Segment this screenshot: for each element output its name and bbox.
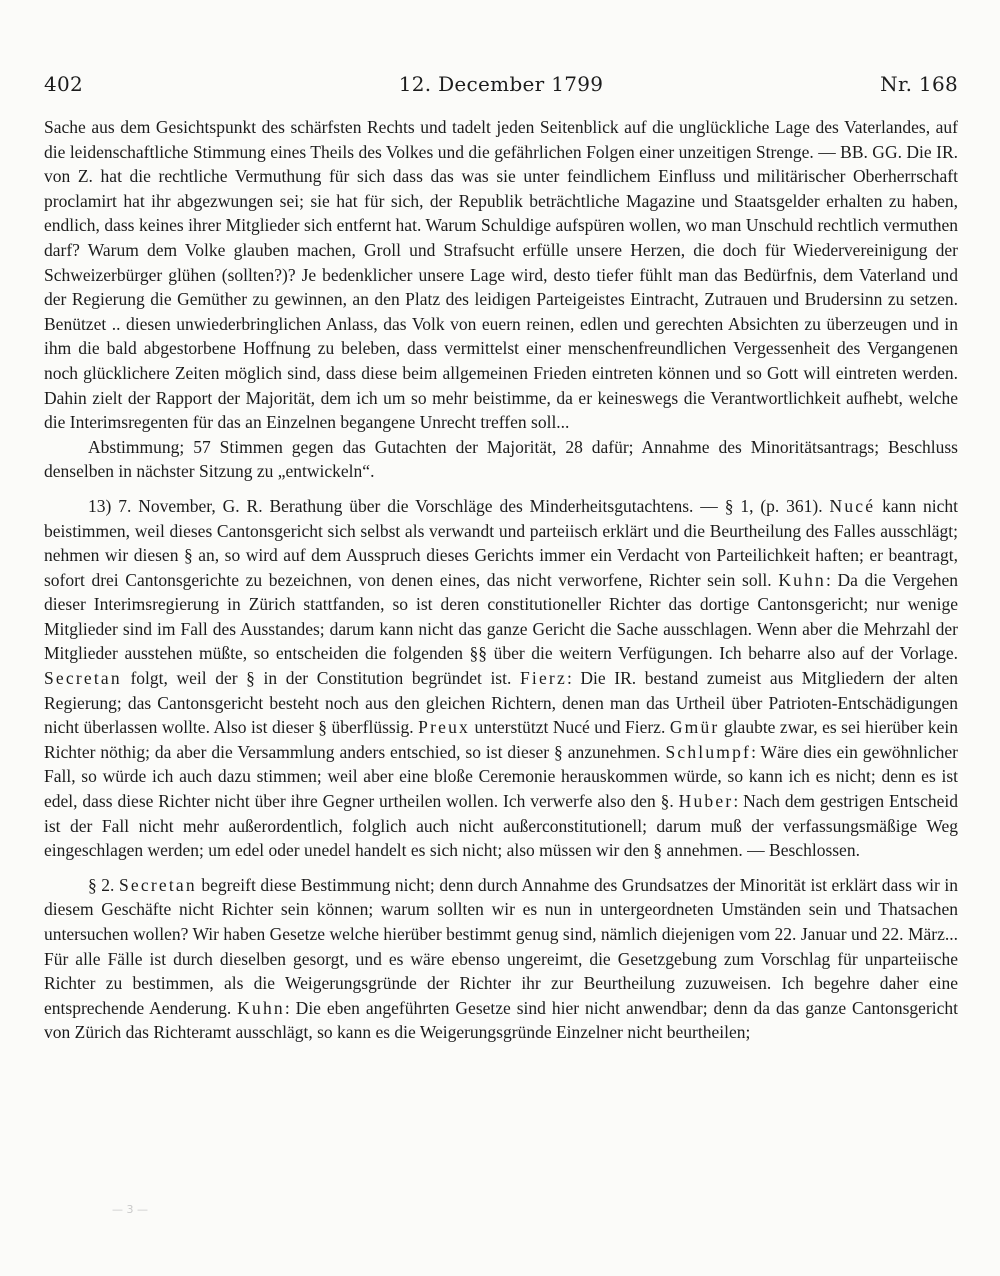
paragraph-text: unterstützt Nucé und Fierz. [470,717,670,738]
paragraph-text: glaubte zwar, es sei hierüber kein Richter nöthig; da aber die Versammlung anders entschied, so ist dieser § anzunehmen. [44,717,958,762]
paragraph-text: kann nicht beistimmen, weil dieses Cantonsgericht sich selbst als verwandt und parteiisch erklärt und die Beurtheilung des Falles ausschlägt; nehmen wir diesen § an, so wird auf dem Ausspruch dieses Gerichts immer ein Verdacht von Parteilichkeit haften; er beantragt, sofort drei Cantonsgerichte zu bezeichnen, von denen eines, das nicht verworfene, Richter sein soll. [44,495,959,590]
paragraph-text: Abstimmung; 57 Stimmen gegen das Gutachten der Majorität, 28 dafür; Annahme des Minoritätsantrags; Beschluss denselben in nächster Sitzung zu „entwickeln“. [44,436,958,482]
paragraph-text: folgt, weil der § in der Constitution begründet ist. [121,668,520,689]
speaker-name: Preux [418,717,470,738]
paragraph-text: : Die eben angeführten Gesetze sind hier nicht anwendbar; denn da das ganze Cantonsgericht von Zürich das Richteramt ausschlägt, so kann es die Weigerungsgründe Einzelner nicht beurtheilen; [44,997,958,1043]
paragraph-text: 13) 7. November, G. R. Berathung über die Vorschläge des Minderheitsgutachtens. — § 1, (p. 361). [88,495,823,516]
document-number: Nr. 168 [880,72,958,96]
paragraph-text: begreift diese Bestimmung nicht; denn durch Annahme des Grundsatzes der Minorität ist erklärt dass wir in diesem Geschäfte nicht Richter sein können; warum sollten wir es nun in untergeordneten Umständen sein und Thatsachen untersuchen wollen? Wir haben Gesetze welche hierüber bestimmt genug sind, nämlich diejenigen vom 22. Januar und 22. März... Für alle Fälle ist durch dieselben gesorgt, und es wäre ebenso ungereimt, die Gesetzgebung zum Vorschlag für unparteiische Richter zu bestimmen, als die Weigerungsgründe der Richter ihr zur Beurtheilung zuzuweisen. Ich begehre daher eine entsprechende Aenderung. [44,874,958,1018]
paragraph-text: : Die IR. bestand zumeist aus Mitgliedern der alten Regierung; das Cantonsgericht besteht noch aus den gleichen Richtern, denen man das Urtheil über Patrioten-Entschädigungen nicht überlassen wollte. Also ist dieser § überflüssig. [44,668,958,738]
paragraph-text: § 2. [88,874,119,895]
speaker-name: Kuhn [237,997,285,1018]
paragraph-session-13 [44,494,958,863]
paragraph-section-2 [44,873,958,1045]
paragraph-speech-continuation [44,115,958,435]
page-body [44,115,958,1045]
paragraph-text: : Nach dem gestrigen Entscheid ist der Fall nicht mehr außerordentlich, folglich auch nicht außerconstitutionell; darum muß der verfassungsmäßige Weg eingeschlagen werden; um edel oder unedel handelt es sich nicht; also müssen wir den § annehmen. — Beschlossen. [44,791,958,861]
speaker-name: Secretan [119,874,197,895]
speaker-name: Secretan [44,668,122,689]
faint-footer-mark: — 3 — [112,1203,148,1216]
speaker-name: Nucé [829,495,876,516]
paragraph-text: : Wäre dies ein gewöhnlicher Fall, so würde ich auch dazu stimmen; weil aber eine bloße Ceremonie herauskommen würde, so kann ich es nicht; denn es ist edel, dass diese Richter nicht über ihre Gegner urtheilen wollen. Ich verwerfe also den §. [44,741,958,812]
page-header [44,72,958,102]
paragraph-vote-result [44,435,958,484]
speaker-name: Fierz [519,668,567,689]
page-number: 402 [44,72,84,96]
speaker-name: Huber [678,791,734,812]
speaker-name: Kuhn [778,569,827,590]
paragraph-text: Sache aus dem Gesichtspunkt des schärfsten Rechts und tadelt jeden Seitenblick auf die unglückliche Lage des Vaterlandes, auf die leidenschaftliche Stimmung eines Theils des Volkes und die gefährlichen Folgen einer unzeitigen Strenge. — BB. GG. Die IR. von Z. hat die rechtliche Vermuthung für sich dass das was sie unter feindlichem Einfluss und militärischer Oberherrschaft proclamirt hat ihr abgezwungen sei; sie hat für sich, der Republik beträchtliche Magazine und Staatsgelder erhalten zu haben, endlich, dass keines ihrer Mitglieder sich entfernt hat. Warum Schuldige aufspüren wollen, wo man Unschuld rechtlich vermuthen darf? Warum dem Volke glauben machen, Groll und Strafsucht erfülle unsere Herzen, die doch für Wiedervereinigung der Schweizerbürger glühen (sollten?)? Je bedenklicher unsere Lage wird, desto tiefer fühlt man das Bedürfnis, dem Vaterland und der Regierung die Gemüther zu gewinnen, an den Platz des leidigen Parteigeistes Eintracht, Zutrauen und Brudersinn zu setzen. Benützet .. diesen unwiederbringlichen Anlass, das Volk von euern reinen, edlen und gerechten Absichten zu überzeugen und in ihm die bald abgestorbene Hoffnung zu beleben, dass vermittelst einer menschenfreundlichen Vergessenheit des Vergangenen noch glücklichere Zeiten möglich sind, dass diese beim allgemeinen Frieden eintreten können und so Gott will eintreten werden. Dahin zielt der Rapport der Majorität, dem ich um so mehr beistimme, da er keineswegs die Verantwortlichkeit aufhebt, welche die Interimsregenten für das an Einzelnen begangene Unrecht treffen soll... [44,117,958,433]
header-date: 12. December 1799 [398,72,604,96]
speaker-name: Schlumpf [665,741,752,762]
paragraph-text: : Da die Vergehen dieser Interimsregierung in Zürich stattfanden, so ist deren constitutioneller Richter das dortige Cantonsgericht; nur wenige Mitglieder sind im Fall des Ausstandes; darum kann nicht das ganze Gericht die Sache ausschlagen. Wenn aber die Mehrzahl der Mitglieder ausstehen müßte, so entscheiden die folgenden §§ über die weitern Verfügungen. Ich beharre also auf der Vorlage. [44,569,959,664]
speaker-name: Gmür [669,717,720,738]
